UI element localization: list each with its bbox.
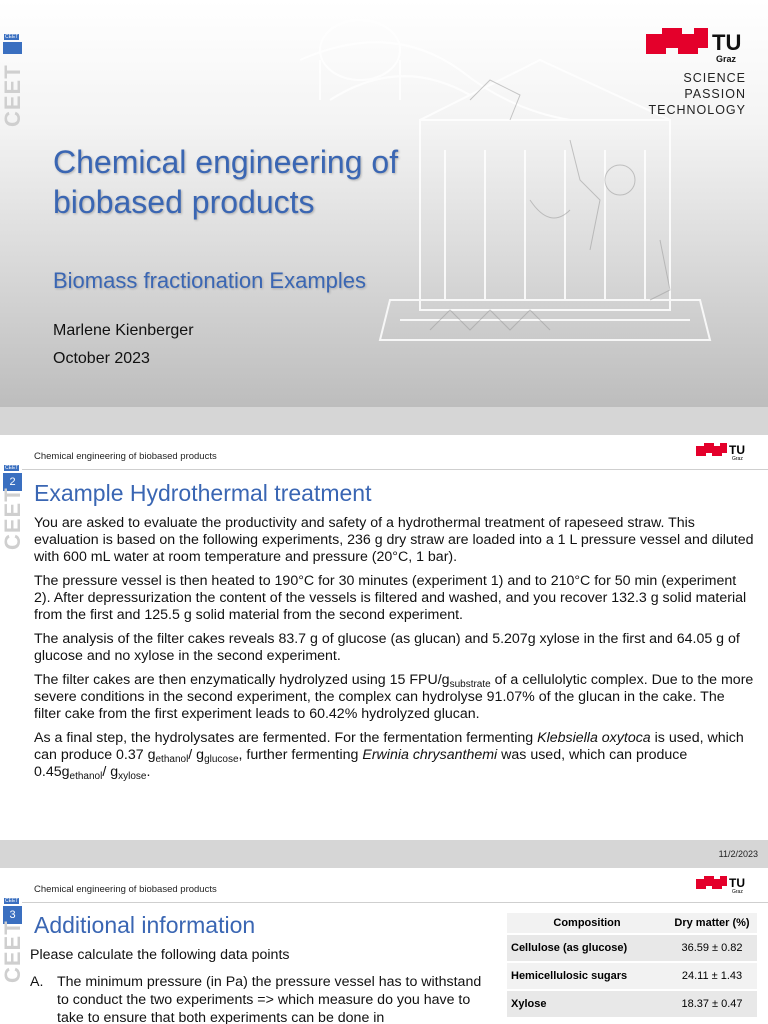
tagline xyxy=(648,70,746,118)
tu-graz-logo xyxy=(646,28,746,71)
side-tab xyxy=(0,465,25,585)
side-tab-mini-label: CEET xyxy=(5,34,19,40)
tu-graz-logo xyxy=(696,876,745,901)
slide-number: 2 xyxy=(3,473,22,491)
slide-footer xyxy=(0,840,768,868)
slide-header: Chemical engineering of biobased products xyxy=(34,884,217,895)
slide-hydrothermal xyxy=(0,435,768,840)
table-header: Dry matter (%) xyxy=(667,913,757,934)
table-cell: 24.11 ± 1.43 xyxy=(667,962,757,990)
table-header: Composition xyxy=(507,913,667,934)
footer-date: 11/2/2023 xyxy=(718,849,758,859)
subscript: ethanol xyxy=(69,771,103,782)
text: was used, which can produce 0.45g xyxy=(34,747,688,780)
table-cell: Cellulose (as glucose) xyxy=(507,934,667,962)
logo-subtext: Graz xyxy=(732,456,743,462)
slide-additional-info xyxy=(0,868,768,1024)
side-tab-label: CEET xyxy=(0,487,25,550)
subscript: substrate xyxy=(449,679,491,690)
logo-text: TU xyxy=(712,30,742,55)
logo-text: TU xyxy=(729,443,745,457)
list-item-text: The minimum pressure (in Pa) the pressure vessel has to withstand to conduct the two experiments => which measure do you have to take to ensure that both experiments can be done in xyxy=(57,974,482,1024)
subscript: ethanol xyxy=(155,754,189,765)
table-cell: Xylose xyxy=(507,990,667,1018)
organism-name: Klebsiella oxytoca xyxy=(537,730,651,746)
table-row xyxy=(507,990,757,1018)
presentation-subtitle: Biomass fractionation Examples xyxy=(53,268,367,293)
side-tab-label: CEET xyxy=(0,64,25,127)
text: The filter cakes are then enzymatically hydrolyzed using 15 FPU/g xyxy=(34,672,450,688)
title-slide xyxy=(0,0,768,407)
subscript: glucose xyxy=(204,754,239,765)
logo-subtext: Graz xyxy=(732,889,743,895)
subscript: xylose xyxy=(118,771,147,782)
side-tab-label: CEET xyxy=(0,920,25,983)
table-row xyxy=(507,934,757,962)
table-cell: 36.59 ± 0.82 xyxy=(667,934,757,962)
instruction-text: Please calculate the following data points xyxy=(30,947,290,963)
text: is used, which can produce 0.37 g xyxy=(34,730,744,763)
paragraph xyxy=(34,730,754,781)
header-divider xyxy=(22,902,768,903)
text: . xyxy=(146,764,151,780)
slide-header: Chemical engineering of biobased products xyxy=(34,451,217,462)
table-row xyxy=(507,962,757,990)
presentation-date: October 2023 xyxy=(53,350,150,367)
tagline-line: SCIENCE xyxy=(683,71,746,85)
slide-number: 3 xyxy=(3,906,22,924)
text: , further fermenting xyxy=(238,747,363,763)
list-item-label: A. xyxy=(30,974,44,990)
tagline-line: TECHNOLOGY xyxy=(648,103,746,117)
logo-text: TU xyxy=(729,876,745,890)
table-header-row xyxy=(507,913,757,934)
presentation-title: Chemical engineering of biobased products xyxy=(53,144,399,220)
text: / g xyxy=(102,764,119,780)
logo-subtext: Graz xyxy=(716,54,737,64)
paragraph: You are asked to evaluate the productivity and safety of a hydrothermal treatment of rapeseed straw. This evaluation is based on the following experiments, 236 g dry straw are loaded into a 1 L pressure vessel and diluted with 600 mL water at room temperature and pressure (20°C, 1 bar). xyxy=(34,515,754,565)
side-tab xyxy=(0,32,25,152)
text: of a cellulolytic complex. Due to the more severe conditions in the second experiment, the complex can hydrolyse 91.07% of the glucan in the cake. The filter cake from the first experiment leads to 60.42% hydrolyzed glucan. xyxy=(34,672,754,722)
question-list xyxy=(30,973,490,1024)
table-cell: 18.37 ± 0.47 xyxy=(667,990,757,1018)
paragraph: The analysis of the filter cakes reveals 83.7 g of glucose (as glucan) and 5.207g xylose in the first and 64.05 g of glucose and no xylose in the second experiment. xyxy=(34,631,740,664)
side-tab-mini-label: CEET xyxy=(5,898,19,904)
table-cell: Hemicellulosic sugars xyxy=(507,962,667,990)
tagline-line: PASSION xyxy=(684,87,746,101)
header-divider xyxy=(22,469,768,470)
text: / g xyxy=(188,747,205,763)
composition-table xyxy=(507,913,757,1019)
author-name: Marlene Kienberger xyxy=(53,322,194,339)
tu-graz-logo xyxy=(696,443,745,468)
side-tab xyxy=(0,898,25,1018)
list-item xyxy=(30,973,490,1024)
side-tab-mini-label: CEET xyxy=(5,465,19,471)
paragraph: The pressure vessel is then heated to 190°C for 30 minutes (experiment 1) and to 210°C for 50 min (experiment 2). After depressurization the content of the vessels is filtered and washed, and you recover 132.3 g solid material from the first and 125.5 g solid material from the second experiment. xyxy=(34,573,747,623)
side-tab-marker xyxy=(3,42,22,54)
slide-heading: Additional information xyxy=(34,912,256,938)
paragraph xyxy=(34,672,754,723)
text: As a final step, the hydrolysates are fermented. For the fermentation fermenting xyxy=(34,730,538,746)
slide-body xyxy=(34,515,754,788)
slide-heading: Example Hydrothermal treatment xyxy=(34,480,372,506)
organism-name: Erwinia chrysanthemi xyxy=(362,747,498,763)
